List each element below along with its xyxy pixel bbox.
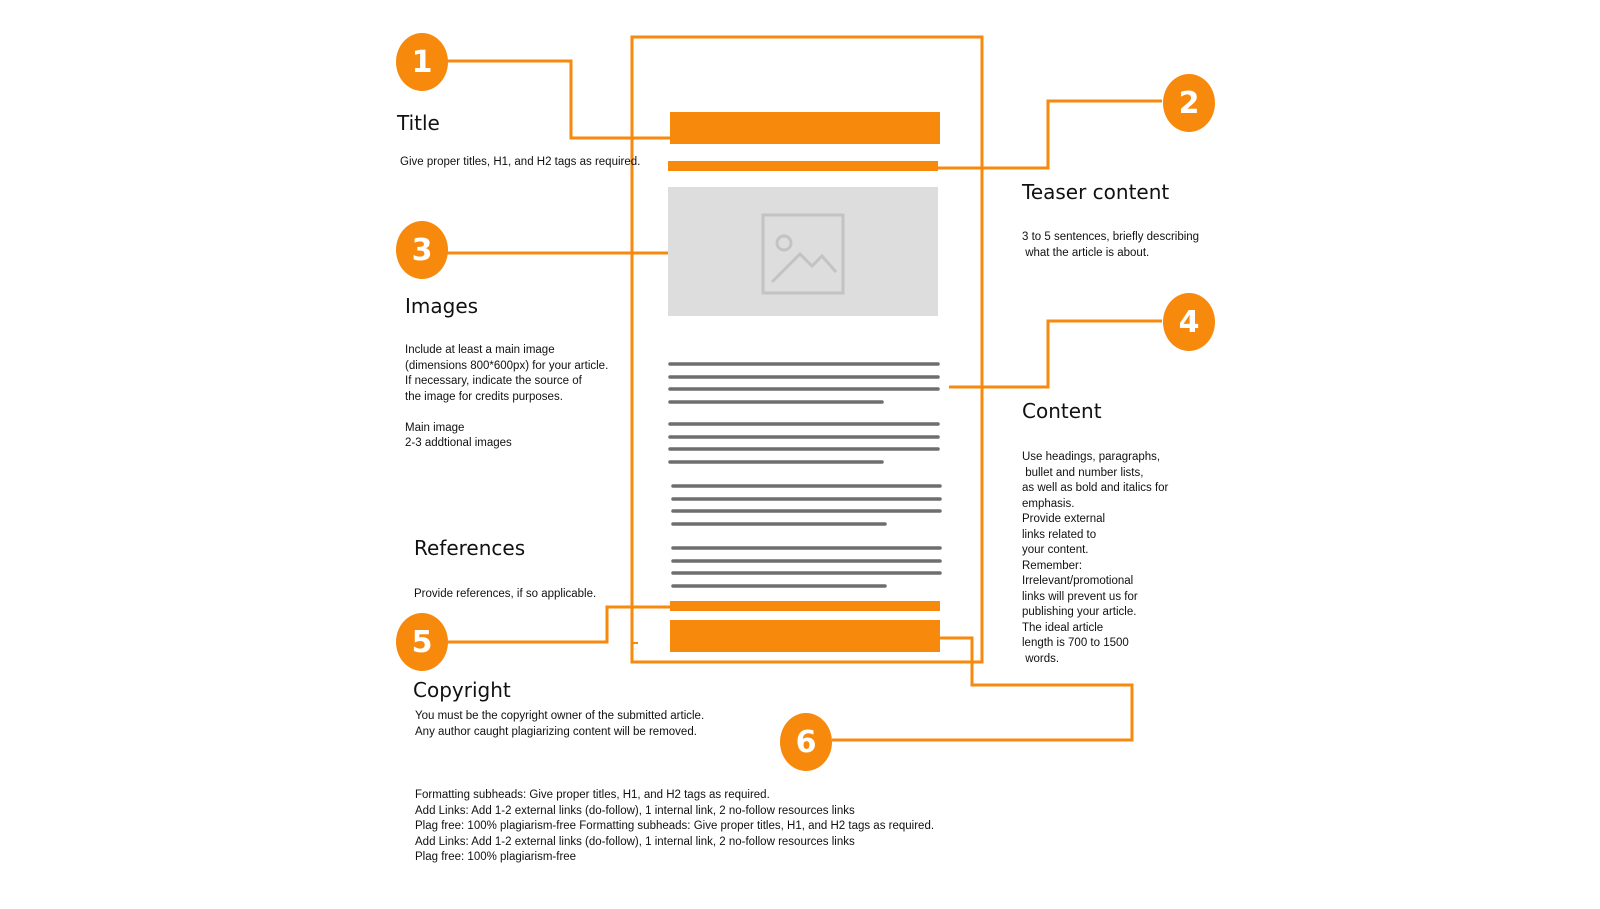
desc-title-line: Give proper titles, H1, and H2 tags as required.	[400, 156, 641, 168]
footer-note: Add Links: Add 1-2 external links (do-follow), 1 internal link, 2 no-follow resources links	[415, 804, 855, 817]
desc-content-line: your content.	[1022, 544, 1089, 556]
badge-6: 6	[780, 713, 832, 771]
badge-3: 3	[396, 221, 448, 279]
desc-references	[414, 587, 596, 603]
desc-content-line: links will prevent us for	[1022, 590, 1138, 603]
heading-references: References	[414, 536, 526, 560]
desc-teaser-line: 3 to 5 sentences, briefly describing	[1022, 231, 1200, 243]
badge-1: 1	[396, 33, 448, 91]
badge-4: 4	[1163, 293, 1215, 351]
desc-teaser-line: what the article is about.	[1022, 246, 1150, 259]
desc-content-line: Use headings, paragraphs,	[1022, 451, 1161, 463]
mock-references-bar	[670, 601, 940, 611]
desc-teaser	[1022, 230, 1199, 261]
desc-images-line: 2-3 addtional images	[405, 437, 512, 449]
footer-note: Plag free: 100% plagiarism-free Formatting subheads: Give proper titles, H1, and H2 tags as required.	[415, 820, 935, 832]
mock-teaser-bar	[668, 161, 938, 171]
desc-copyright-line: You must be the copyright owner of the submitted article.	[415, 710, 705, 722]
footer-note: Plag free: 100% plagiarism-free	[415, 851, 577, 863]
heading-title: Title	[397, 111, 440, 135]
desc-content-line: The ideal article	[1022, 621, 1104, 634]
desc-content-line: bullet and number lists,	[1022, 466, 1144, 479]
desc-content-line: length is 700 to 1500	[1022, 637, 1129, 649]
badge-5: 5	[396, 613, 448, 671]
desc-content-line: publishing your article.	[1022, 606, 1137, 618]
heading-content: Content	[1022, 399, 1102, 423]
desc-content-line: links related to	[1022, 528, 1097, 541]
mock-copyright-block	[670, 620, 940, 652]
desc-images-line: Include at least a main image	[405, 344, 555, 356]
connector-1	[445, 61, 670, 138]
desc-content-line: Remember:	[1022, 559, 1083, 572]
heading-teaser: Teaser content	[1022, 180, 1170, 204]
desc-content-line: words.	[1022, 652, 1060, 665]
connector-2	[938, 101, 1162, 168]
mock-title-bar	[670, 112, 940, 144]
desc-content	[1022, 450, 1168, 667]
desc-title	[400, 155, 640, 171]
footer-note: Add Links: Add 1-2 external links (do-follow), 1 internal link, 2 no-follow resources links	[415, 835, 855, 848]
desc-images-spacer	[405, 405, 608, 421]
mock-image-placeholder	[668, 187, 938, 316]
desc-images-line: Main image	[405, 421, 465, 434]
desc-copyright	[415, 709, 704, 740]
desc-references-line: Provide references, if so applicable.	[414, 588, 597, 600]
mock-paragraphs	[670, 364, 940, 586]
footer-notes	[415, 788, 934, 866]
desc-images-line: the image for credits purposes.	[405, 390, 563, 403]
desc-images-line: (dimensions 800*600px) for your article.	[405, 359, 609, 372]
connector-5	[445, 607, 670, 642]
footer-note: Formatting subheads: Give proper titles, H1, and H2 tags as required.	[415, 789, 770, 801]
desc-content-line: as well as bold and italics for	[1022, 482, 1169, 494]
desc-images-line: If necessary, indicate the source of	[405, 375, 582, 387]
heading-copyright: Copyright	[413, 678, 511, 702]
desc-images	[405, 343, 608, 452]
desc-content-line: Irrelevant/promotional	[1022, 575, 1134, 587]
desc-content-line: emphasis.	[1022, 497, 1075, 510]
desc-content-line: Provide external	[1022, 513, 1106, 525]
desc-copyright-line: Any author caught plagiarizing content will be removed.	[415, 725, 697, 738]
badge-2: 2	[1163, 74, 1215, 132]
heading-images: Images	[405, 294, 479, 318]
